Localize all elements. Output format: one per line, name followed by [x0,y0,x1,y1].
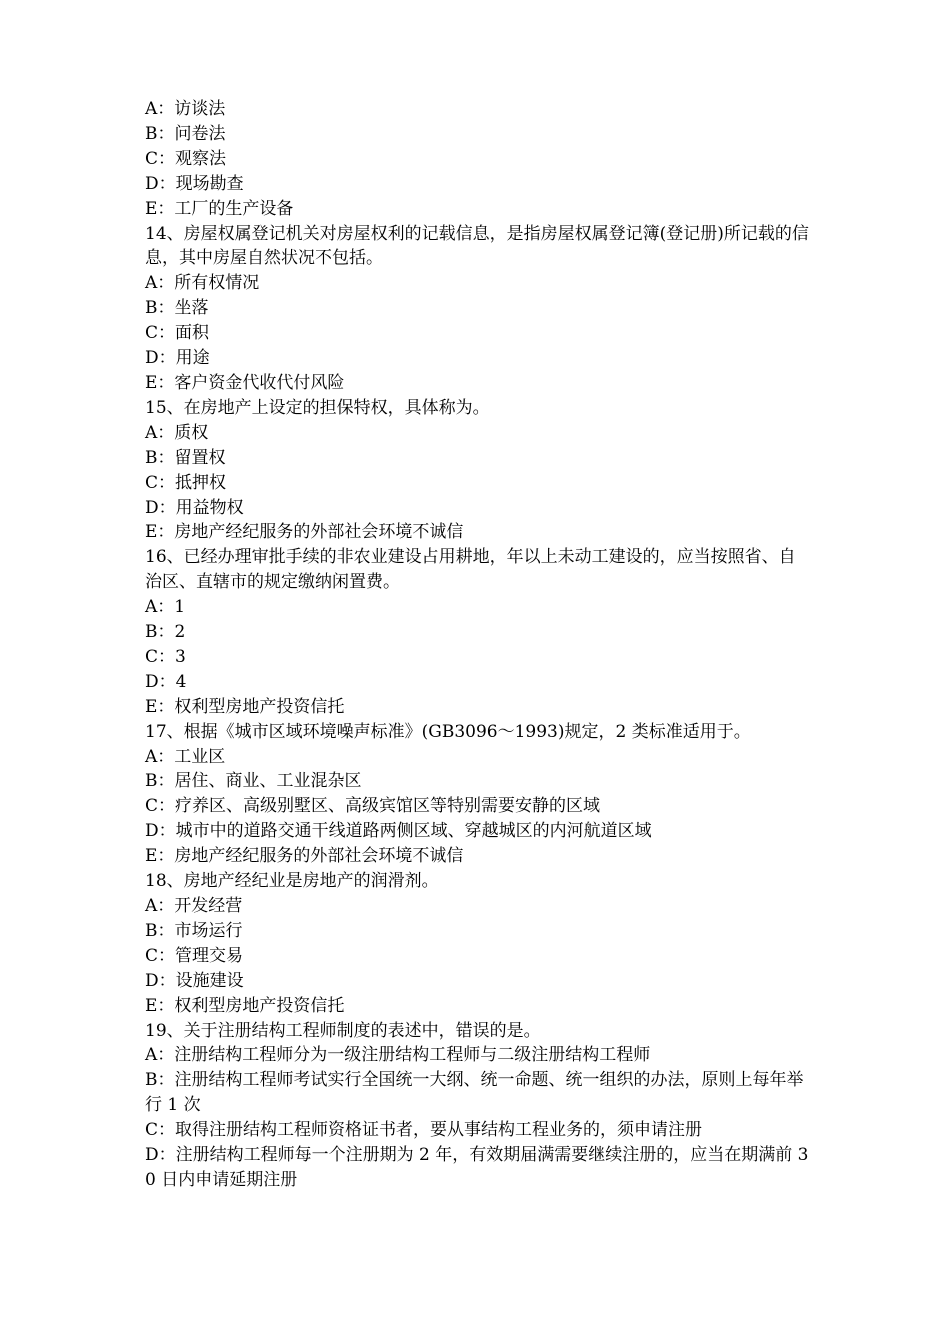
question-15: 15、在房地产上设定的担保特权，具体称为。 [145,397,490,418]
question-14: 14、房屋权属登记机关对房屋权利的记载信息，是指房屋权属登记簿(登记册)所记载的信息，其中房屋自然状况不包括。 [145,223,809,269]
option-a: A：开发经营 [145,896,243,916]
option-a: A：访谈法 [145,99,226,119]
option-e: E：房地产经纪服务的外部社会环境不诚信 [145,522,464,543]
option-c: C：观察法 [145,148,227,169]
option-b: B：2 [145,622,186,643]
question-16: 16、已经办理审批手续的非农业建设占用耕地，年以上未动工建设的，应当按照省、自治区、直辖市的规定缴纳闲置费。 [145,547,796,593]
option-b: B：问卷法 [145,123,226,144]
option-b: B：坐落 [145,298,209,319]
option-a: A：所有权情况 [145,273,260,294]
document-body [145,97,810,1193]
option-e: E：权利型房地产投资信托 [145,696,345,717]
option-c: C：管理交易 [145,945,244,966]
option-d: D：用益物权 [145,497,244,518]
option-c: C：疗养区、高级别墅区、高级宾馆区等特别需要安静的区域 [145,796,601,817]
option-b: B：市场运行 [145,920,243,941]
question-18: 18、房地产经纪业是房地产的润滑剂。 [145,871,439,892]
option-d: D：设施建设 [145,970,244,991]
option-d: D：城市中的道路交通干线道路两侧区域、穿越城区的内河航道区域 [145,821,652,842]
option-b: B：注册结构工程师考试实行全国统一大纲、统一命题、统一组织的办法，原则上每年举行 1 次 [145,1070,804,1116]
option-b: B：留置权 [145,447,226,468]
option-d: D：注册结构工程师每一个注册期为 2 年，有效期届满需要继续注册的，应当在期满前 30 日内申请延期注册 [145,1145,809,1190]
option-e: E：工厂的生产设备 [145,198,294,219]
option-c: C：取得注册结构工程师资格证书者，要从事结构工程业务的，须申请注册 [145,1120,703,1141]
option-a: A：工业区 [145,746,226,767]
option-e: E：房地产经纪服务的外部社会环境不诚信 [145,846,464,867]
option-c: C：面积 [145,323,210,344]
option-a: A：注册结构工程师分为一级注册结构工程师与二级注册结构工程师 [145,1045,651,1066]
option-b: B：居住、商业、工业混杂区 [145,771,362,792]
option-e: E：权利型房地产投资信托 [145,995,345,1016]
option-a: A：1 [145,597,186,618]
option-c: C：3 [145,646,186,667]
question-17: 17、根据《城市区域环境噪声标准》(GB3096～1993)规定，2 类标准适用于。 [145,721,751,742]
option-d: D：用途 [145,348,210,369]
option-a: A：质权 [145,422,209,443]
option-e: E：客户资金代收代付风险 [145,372,345,393]
option-d: D：4 [145,671,187,692]
option-c: C：抵押权 [145,472,227,493]
question-19: 19、关于注册结构工程师制度的表述中，错误的是。 [145,1020,541,1041]
option-d: D：现场勘查 [145,173,244,194]
